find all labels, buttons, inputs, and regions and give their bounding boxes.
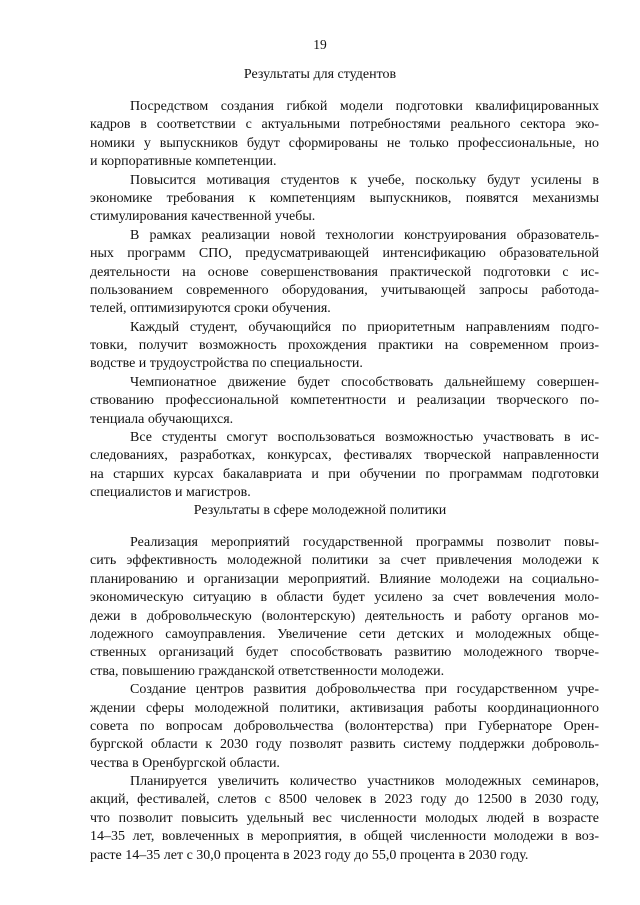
text-line: и корпоративные компетенции. [90, 154, 277, 170]
text-line: тенциала обучающихся. [90, 411, 234, 427]
text-line: деятельности на основе совершенствования практической подготовки с ис- [90, 264, 599, 280]
text-line: сить эффективность молодежной политики за счет привлечения молодежи к [90, 553, 599, 569]
text-line: экономике требования к компетенциям выпускников, появятся механизмы [90, 190, 599, 206]
text-line: расте 14–35 лет с 30,0 процента в 2023 году до 55,0 процента в 2030 году. [90, 847, 529, 863]
section-heading-students: Результаты для студентов [243, 67, 397, 82]
text-line: лодежного самоуправления. Увеличение сети детских и молодежных обще- [90, 626, 599, 642]
text-line: Чемпионатное движение будет способствовать дальнейшему совершен- [130, 374, 599, 390]
text-line: стимулирования качественной учебы. [90, 209, 316, 225]
text-line: ственных организаций будет способствовать развитию молодежного творче- [90, 645, 599, 661]
text-line: Реализация мероприятий государственной программы позволит повы- [130, 535, 599, 550]
page-number: 19 [313, 37, 327, 52]
text-line: совета по вопросам добровольчества (волонтерства) при Губернаторе Орен- [90, 718, 599, 734]
section-students-text [90, 98, 599, 503]
text-line: ствованию профессиональной компетентности и реализации творческого по- [90, 393, 599, 409]
text-line: следованиях, разработках, конкурсах, фестивалях творческой направленности [90, 448, 599, 464]
text-line: дежи в добровольческую (волонтерскую) деятельность и работу органов мо- [90, 608, 599, 624]
paragraph [90, 681, 599, 773]
text-line: что позволит повысить удельный вес численности молодых людей в возрасте [90, 810, 599, 826]
text-line: Все студенты смогут воспользоваться возможностью участвовать в ис- [130, 430, 599, 446]
paragraph [90, 773, 599, 865]
text-line: Создание центров развития добровольчества при государственном учре- [130, 682, 599, 698]
text-line: 14–35 лет, вовлеченных в мероприятия, в общей численности молодежи в воз- [90, 829, 599, 845]
text-line: на старших курсах бакалавриата и при обучении по программам подготовки [90, 466, 599, 482]
text-line: Повысится мотивация студентов к учебе, поскольку будут усилены в [130, 172, 599, 188]
text-line: кадров в соответствии с актуальными потребностями реального сектора эко- [90, 117, 599, 133]
paragraph [90, 429, 599, 503]
paragraph [90, 319, 599, 374]
text-line: телей, оптимизируются сроки обучения. [90, 301, 331, 317]
paragraph [90, 98, 599, 172]
text-line: Планируется увеличить количество участников молодежных семинаров, [130, 774, 599, 790]
text-line: акций, фестивалей, слетов с 8500 человек в 2023 году до 12500 в 2030 году, [90, 792, 599, 808]
text-line: ждении сферы молодежной политики, активизация работы координационного [90, 700, 599, 716]
text-line: бургской области к 2030 году позволят развить систему поддержки доброволь- [90, 737, 599, 753]
text-line: планированию и организации мероприятий. Влияние молодежи на социально- [90, 571, 599, 587]
text-line: ных программ СПО, предусматривающей интенсификацию образовательной [90, 246, 599, 262]
text-line: товки, получит возможность прохождения практики на современном произ- [90, 338, 599, 354]
text-line: пользованием современного оборудования, учитывающей запросы работода- [90, 282, 599, 298]
text-line: Посредством создания гибкой модели подготовки квалифицированных [130, 99, 599, 114]
paragraph [90, 374, 599, 429]
section-heading-youth-policy: Результаты в сфере молодежной политики [193, 503, 447, 518]
paragraph [90, 534, 599, 681]
text-line: номики у выпускников будут сформированы не только профессиональные, но [90, 135, 599, 151]
text-line: В рамках реализации новой технологии конструирования образователь- [130, 227, 599, 243]
text-line: чества в Оренбургской области. [90, 755, 280, 771]
text-line: водстве и трудоустройства по специальности. [90, 356, 363, 372]
text-line: специалистов и магистров. [90, 485, 251, 501]
paragraph [90, 227, 599, 319]
section-youth-policy-text [90, 534, 599, 865]
text-line: ства, повышению гражданской ответственности молодежи. [90, 663, 445, 679]
paragraph [90, 172, 599, 227]
text-line: экономическую ситуацию в области будет усилено за счет вовлечения моло- [90, 590, 599, 606]
text-line: Каждый студент, обучающийся по приоритетным направлениям подго- [130, 319, 599, 335]
